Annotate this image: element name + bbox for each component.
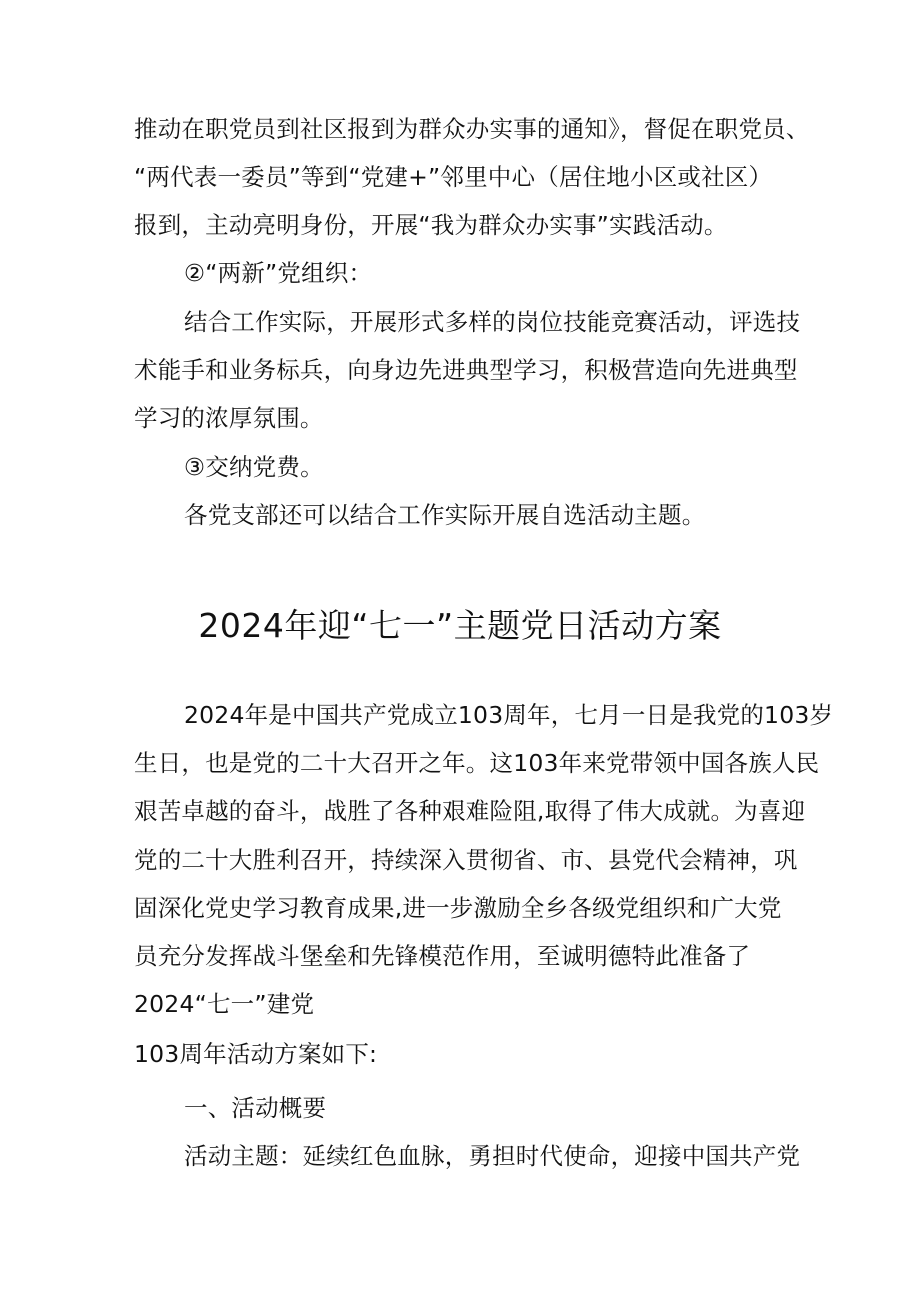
subheading-party-dues: ③交纳党费。 xyxy=(184,453,324,481)
text-line: 结合工作实际，开展形式多样的岗位技能竞赛活动，评选技 xyxy=(184,308,801,336)
text-line: 员充分发挥战斗堡垒和先锋模范作用，至诚明德特此准备了 xyxy=(134,942,751,970)
text-line-activity-theme: 活动主题：延续红色血脉，勇担时代使命，迎接中国共产党 xyxy=(184,1142,801,1170)
text-line: 生日，也是党的二十大召开之年。这103年来党带领中国各族人民 xyxy=(134,749,820,777)
text-line-optional-themes: 各党支部还可以结合工作实际开展自选活动主题。 xyxy=(184,501,706,529)
text-line: 学习的浓厚氛围。 xyxy=(134,404,324,432)
text-line: 固深化党史学习教育成果,进一步激励全乡各级党组织和广大党 xyxy=(134,894,782,922)
text-line: 艰苦卓越的奋斗，战胜了各种艰难险阻,取得了伟大成就。为喜迎 xyxy=(134,797,806,825)
text-line: “两代表一委员”等到“党建+”邻里中心（居住地小区或社区） xyxy=(134,163,773,191)
document-title: 2024年迎“七一”主题党日活动方案 xyxy=(198,606,722,645)
text-line: 2024年是中国共产党成立103周年，七月一日是我党的103岁 xyxy=(184,701,834,729)
section-heading-overview: 一、活动概要 xyxy=(184,1094,327,1122)
text-line: 103周年活动方案如下: xyxy=(134,1040,378,1068)
text-line: 报到，主动亮明身份，开展“我为群众办实事”实践活动。 xyxy=(134,211,728,239)
text-line: 2024“七一”建党 xyxy=(134,990,315,1018)
subheading-two-new-orgs: ②“两新”党组织： xyxy=(184,259,373,287)
text-line: 党的二十大胜利召开，持续深入贯彻省、市、县党代会精神，巩 xyxy=(134,846,798,874)
text-line: 推动在职党员到社区报到为群众办实事的通知》，督促在职党员、 xyxy=(134,115,810,143)
text-line: 术能手和业务标兵，向身边先进典型学习，积极营造向先进典型 xyxy=(134,356,798,384)
